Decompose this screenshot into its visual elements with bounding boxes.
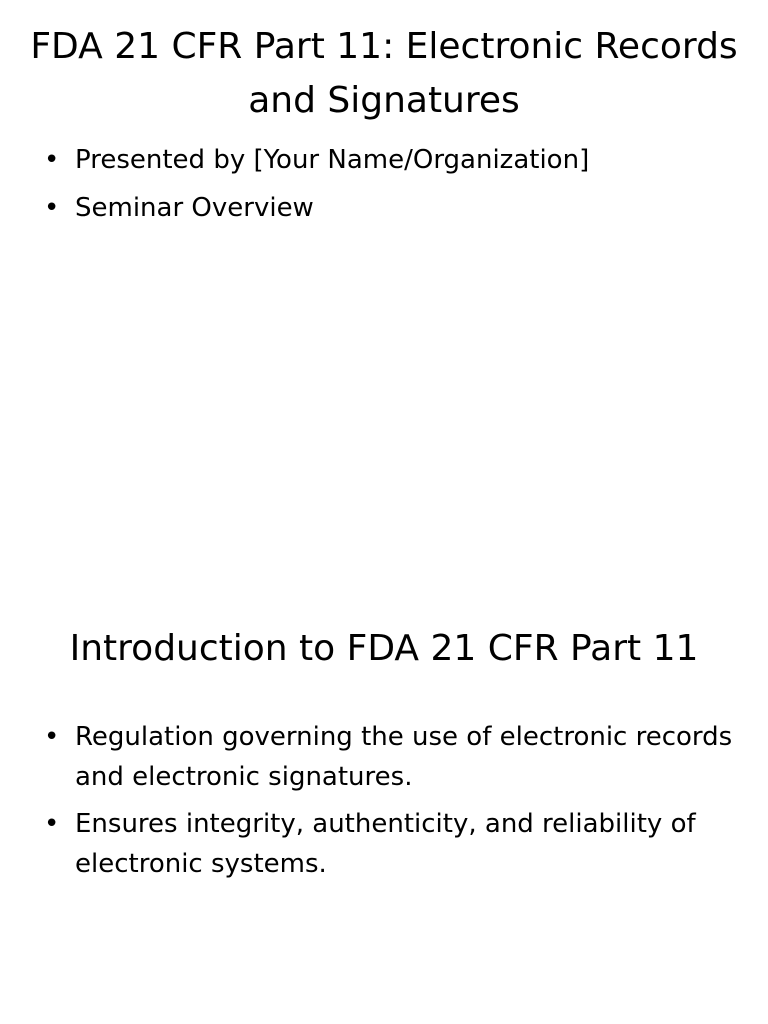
bullet-text: Seminar Overview xyxy=(75,193,314,223)
slide-1-bullet-overview xyxy=(44,188,734,228)
slide-2-title: Introduction to FDA 21 CFR Part 11 xyxy=(69,628,699,669)
slide-2-bullet-integrity xyxy=(44,804,734,884)
slide-2 xyxy=(0,512,768,1024)
bullet-icon: • xyxy=(44,809,60,839)
bullet-text: Regulation governing the use of electronic records and electronic signatures. xyxy=(75,722,733,792)
slide-1-bullet-presenter xyxy=(44,140,734,180)
slide-1-title: FDA 21 CFR Part 11: Electronic Records and Signatures xyxy=(30,26,738,121)
bullet-text: Presented by [Your Name/Organization] xyxy=(75,145,590,175)
bullet-icon: • xyxy=(44,193,60,223)
bullet-icon: • xyxy=(44,722,60,752)
slide-1-bullet-list xyxy=(44,140,734,236)
bullet-text: Ensures integrity, authenticity, and reliability of electronic systems. xyxy=(75,809,696,879)
bullet-icon: • xyxy=(44,145,60,175)
slide-2-bullet-regulation xyxy=(44,717,734,797)
slide-2-bullet-list xyxy=(44,717,734,891)
